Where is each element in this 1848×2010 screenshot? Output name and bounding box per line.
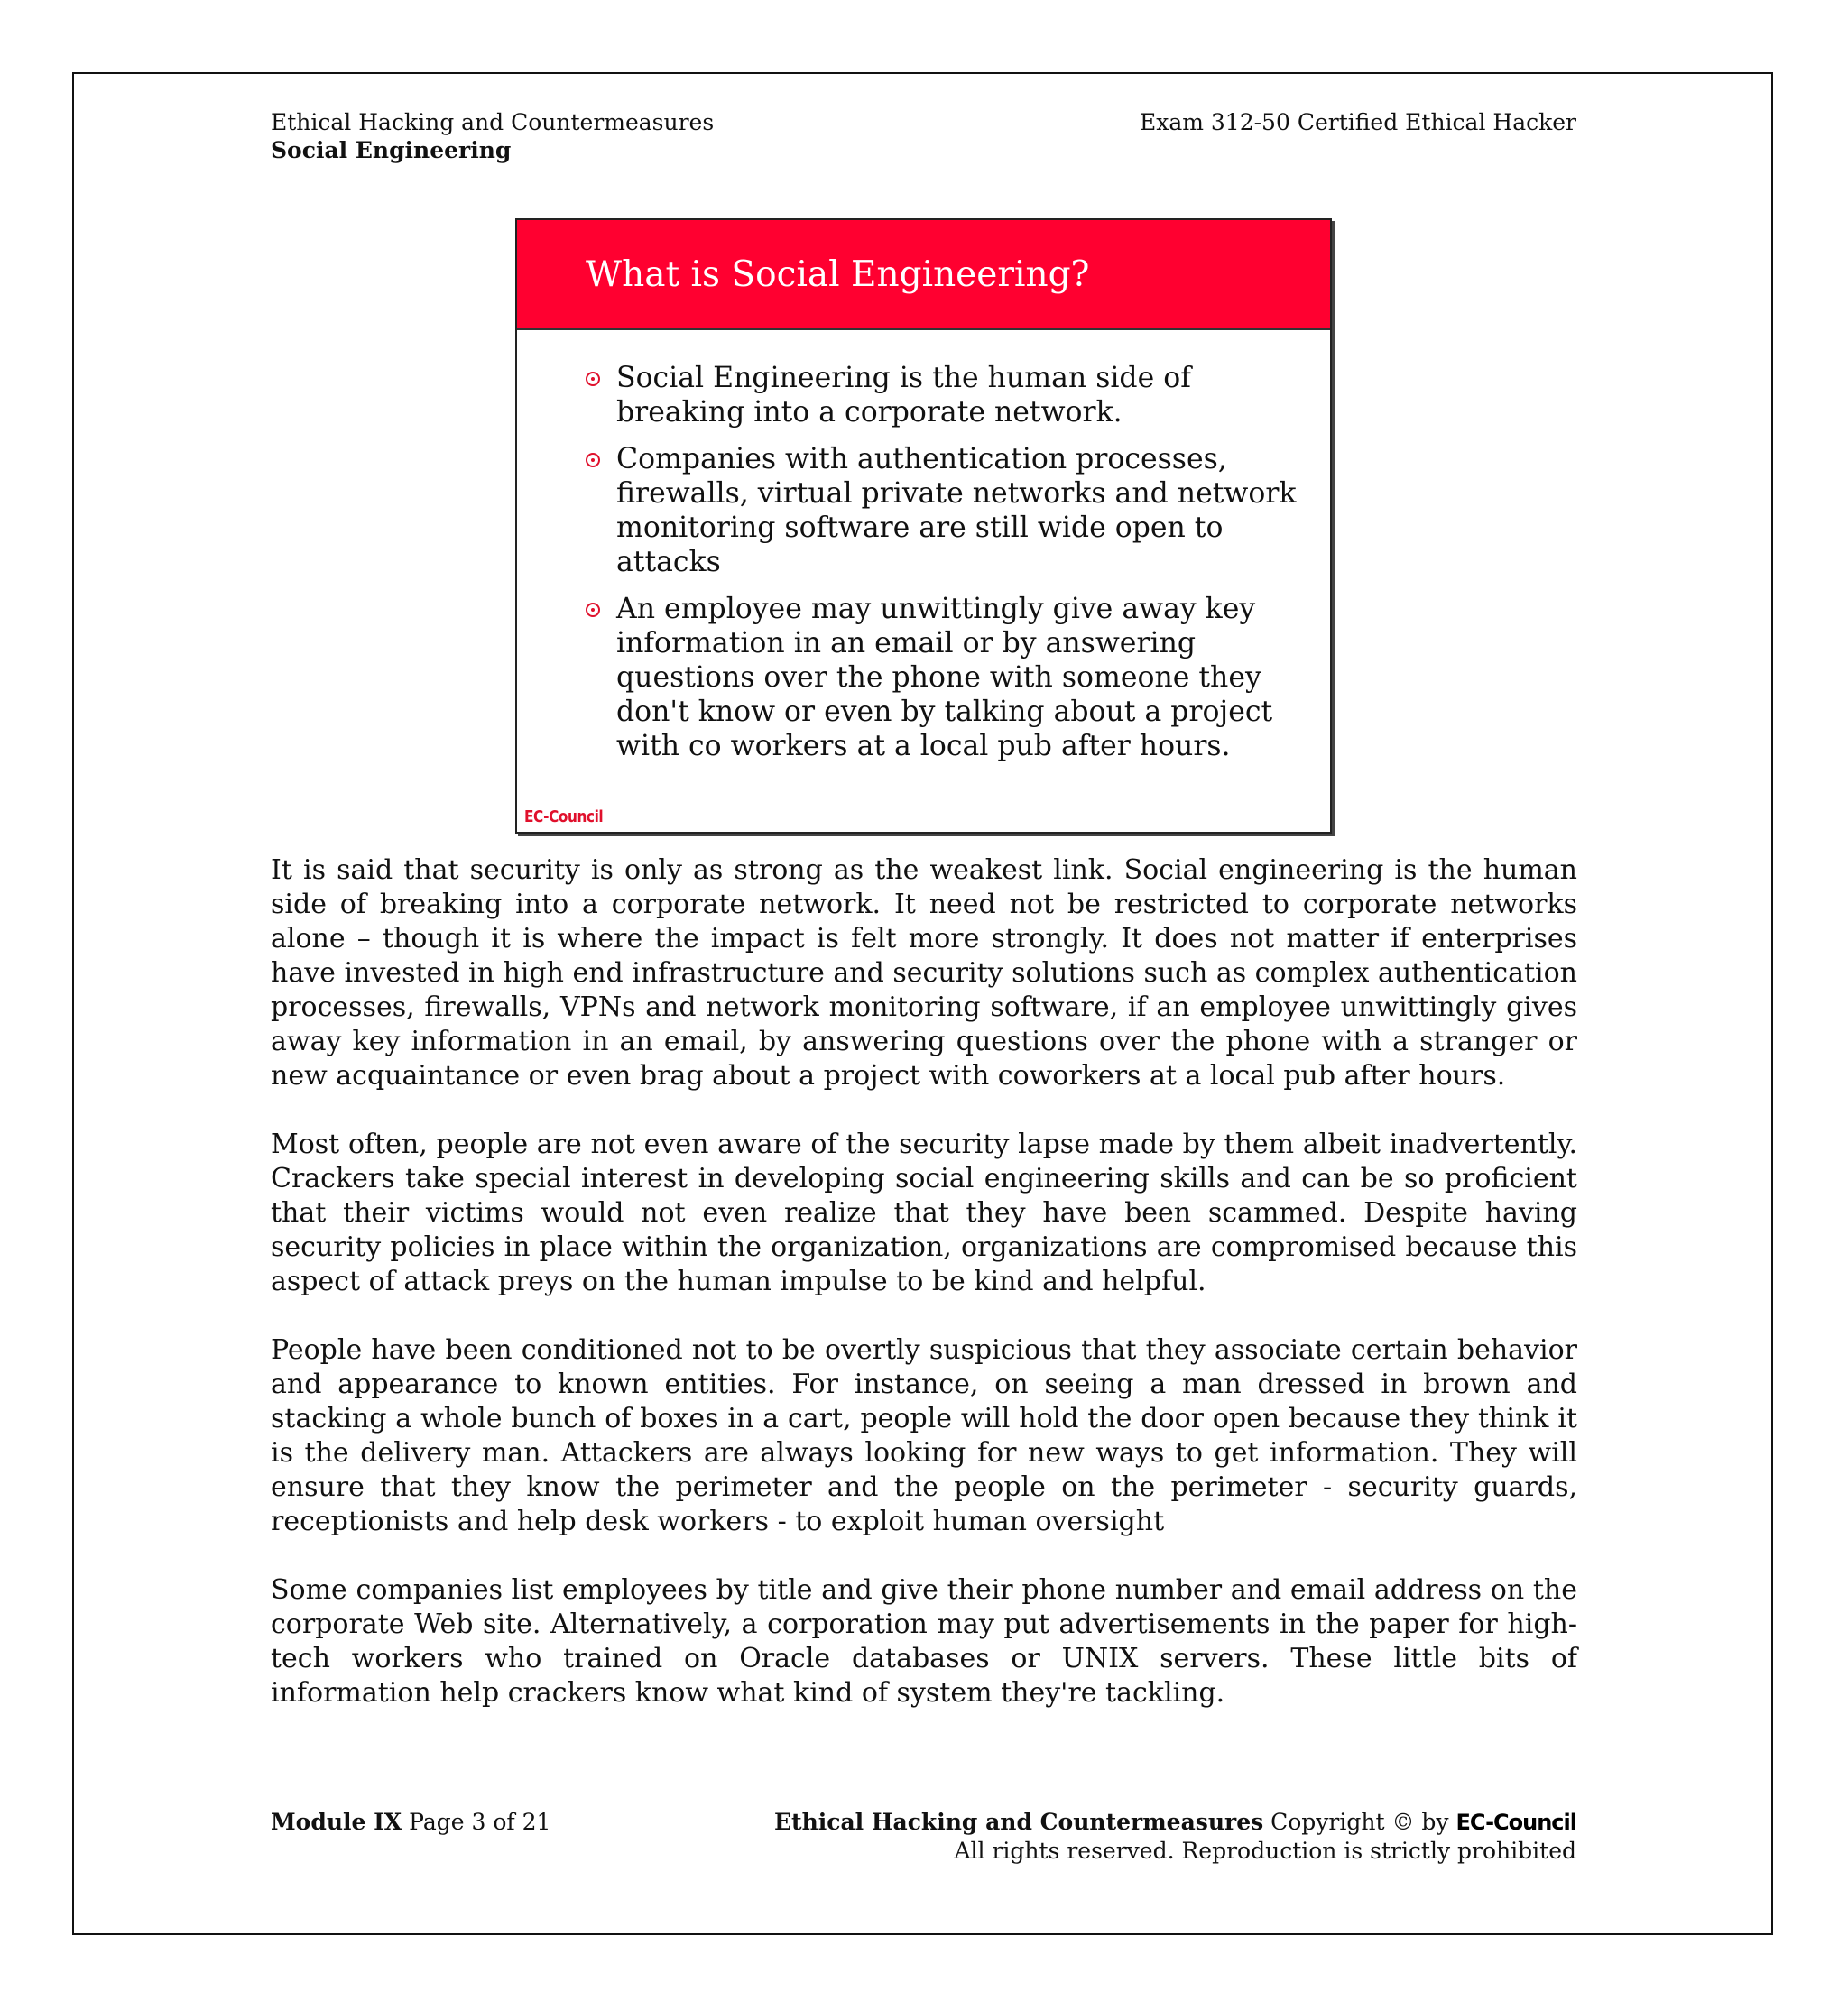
course-title: Ethical Hacking and Countermeasures	[271, 109, 715, 135]
ec-council-logo: EC-Council	[1455, 1810, 1576, 1835]
slide-bullet-text: Companies with authentication processes, firewalls, virtual private networks and network monitoring software are still wide open to attacks	[616, 443, 1297, 578]
slide-title: What is Social Engineering?	[586, 254, 1090, 295]
header-left	[271, 108, 714, 164]
body-paragraph: It is said that security is only as strong as the weakest link. Social engineering is the human side of breaking into a corporate network. It need not be restricted to corporate networks alone – though it is where the impact is felt more strongly. It does not matter if enterprises have invested in high end infrastructure and security solutions such as complex authentication processes, firewalls, VPNs and network monitoring software, if an employee unwittingly gives away key information in an email, by answering questions over the phone with a stranger or new acquaintance or even brag about a project with coworkers at a local pub after hours.	[271, 854, 1577, 1092]
slide-bullet-list	[586, 361, 1307, 776]
module-subject: Social Engineering	[271, 137, 512, 163]
footer-copyright-line	[774, 1808, 1576, 1837]
exam-title: Exam 312-50 Certified Ethical Hacker	[1139, 109, 1576, 135]
slide-bullet	[586, 361, 1307, 429]
slide-bullet-text: An employee may unwittingly give away key information in an email or by answering questions over the phone with someone they don't know or even by talking about a project with co workers at a local pub after hours.	[616, 593, 1273, 762]
footer-left	[271, 1808, 550, 1836]
slide-bullet-text: Social Engineering is the human side of breaking into a corporate network.	[616, 362, 1191, 429]
circled-dot-bullet-icon	[586, 372, 600, 386]
slide-bullet	[586, 592, 1307, 763]
footer-course-title: Ethical Hacking and Countermeasures	[773, 1809, 1264, 1835]
ec-council-logo: EC-Council	[524, 807, 604, 826]
copyright-text: Copyright © by	[1270, 1809, 1449, 1835]
body-paragraph: Some companies list employees by title and give their phone number and email address on the corporate Web site. Alternatively, a corporation may put advertisements in the paper for high-tech workers who trained on Oracle databases or UNIX servers. These little bits of information help crackers know what kind of system they're tackling.	[271, 1574, 1577, 1709]
slide-title-bar	[517, 220, 1330, 330]
footer-right	[774, 1808, 1576, 1865]
circled-dot-bullet-icon	[586, 603, 600, 617]
slide	[515, 218, 1332, 834]
body-paragraph: Most often, people are not even aware of the security lapse made by them albeit inadvertently. Crackers take special interest in developing social engineering skills and can be so proficient that their victims would not even realize that they have been scammed. Despite having security policies in place within the organization, organizations are compromised because this aspect of attack preys on the human impulse to be kind and helpful.	[271, 1129, 1577, 1297]
circled-dot-bullet-icon	[586, 453, 600, 467]
slide-bullet	[586, 442, 1307, 579]
body-paragraph: People have been conditioned not to be overtly suspicious that they associate certain behavior and appearance to known entities. For instance, on seeing a man dressed in brown and stacking a whole bunch of boxes in a cart, people will hold the door open because they think it is the delivery man. Attackers are always looking for new ways to get information. They will ensure that they know the perimeter and the people on the perimeter - security guards, receptionists and help desk workers - to exploit human oversight	[271, 1334, 1577, 1537]
rights-reserved: All rights reserved. Reproduction is strictly prohibited	[954, 1838, 1576, 1864]
body-text	[271, 853, 1577, 1745]
module-label: Module IX	[271, 1809, 402, 1835]
page-number: Page 3 of 21	[409, 1809, 551, 1835]
